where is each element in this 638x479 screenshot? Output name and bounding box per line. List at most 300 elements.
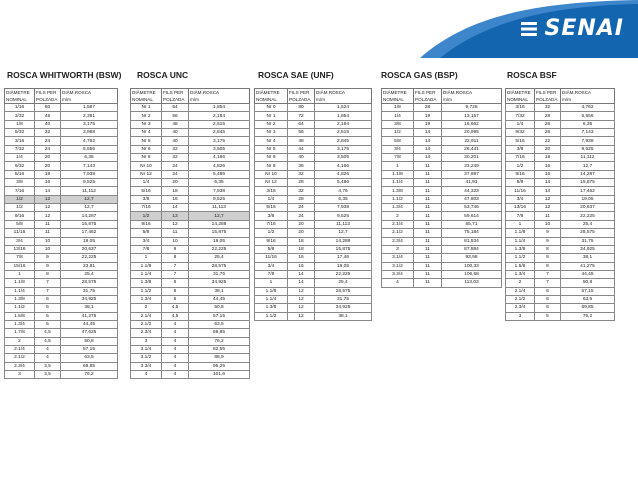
table-row (131, 229, 250, 237)
thread-diameter-mm-cell: 44,45 (561, 270, 615, 278)
table-row (255, 312, 372, 320)
thread-diameter-mm-cell: 12,7 (189, 212, 250, 220)
threads-per-inch-cell: 11 (414, 170, 442, 178)
column-header: DIÂMETRE (131, 89, 162, 97)
nominal-diameter-cell: 3/4 (506, 195, 535, 203)
table-row (5, 120, 118, 128)
table-row (131, 120, 250, 128)
senai-logo-text: SENAI (544, 16, 624, 41)
nominal-diameter-cell: Nr 3 (255, 129, 288, 137)
thread-diameter-mm-cell: 19,05 (61, 237, 118, 245)
thread-diameter-mm-cell: 11,112 (61, 187, 118, 195)
table-row (5, 362, 118, 370)
nominal-diameter-cell: 3/32 (5, 112, 35, 120)
thread-diameter-mm-cell: 63,5 (61, 354, 118, 362)
nominal-diameter-cell: Nr 5 (255, 145, 288, 153)
table-row (506, 120, 615, 128)
nominal-diameter-cell: 5/16 (5, 170, 35, 178)
table-row (5, 112, 118, 120)
nominal-diameter-cell: 5/8 (382, 137, 414, 145)
threads-per-inch-cell: 11 (414, 187, 442, 195)
thread-diameter-mm-cell: 101,6 (189, 371, 250, 379)
threads-per-inch-cell: 5 (162, 295, 189, 303)
threads-per-inch-cell: 12 (535, 204, 561, 212)
table-row (382, 162, 502, 170)
nominal-diameter-cell: 2.3/4 (506, 304, 535, 312)
nominal-diameter-cell: 11/16 (5, 229, 35, 237)
table-row (506, 204, 615, 212)
table-row (506, 295, 615, 303)
nominal-diameter-cell: 2.1/2 (506, 295, 535, 303)
thread-diameter-mm-cell: 38,1 (561, 254, 615, 262)
thread-diameter-mm-cell: 28,575 (561, 229, 615, 237)
table-row (131, 329, 250, 337)
table-row (506, 162, 615, 170)
table-row (131, 279, 250, 287)
column-header: POLZADA (535, 96, 561, 104)
threads-per-inch-cell: 11 (414, 220, 442, 228)
threads-per-inch-cell: 12 (35, 212, 61, 220)
nominal-diameter-cell: Nr 4 (131, 129, 162, 137)
table-row (255, 295, 372, 303)
threads-per-inch-cell: 6 (35, 295, 61, 303)
threads-per-inch-cell: 11 (162, 229, 189, 237)
column-header: m/m (61, 96, 118, 104)
threads-per-inch-cell: 32 (162, 154, 189, 162)
thread-diameter-mm-cell: 31,75 (189, 270, 250, 278)
thread-diameter-mm-cell: 2,845 (189, 129, 250, 137)
thread-diameter-mm-cell: 28,575 (61, 279, 118, 287)
thread-diameter-mm-cell: 50,8 (61, 337, 118, 345)
thread-diameter-mm-cell: 7,143 (561, 129, 615, 137)
thread-diameter-mm-cell: 82,55 (189, 345, 250, 353)
thread-diameter-mm-cell: 50,8 (561, 279, 615, 287)
thread-diameter-mm-cell: 15,875 (561, 179, 615, 187)
table-row (382, 262, 502, 270)
header-row (131, 89, 250, 97)
nominal-diameter-cell: 1.5/8 (5, 312, 35, 320)
thread-diameter-mm-cell: 11,113 (315, 220, 372, 228)
nominal-diameter-cell: 3/4 (131, 237, 162, 245)
nominal-diameter-cell: 1.1/4 (382, 179, 414, 187)
nominal-diameter-cell: 7/8 (255, 270, 288, 278)
nominal-diameter-cell: 3 (382, 245, 414, 253)
threads-per-inch-cell: 24 (288, 204, 315, 212)
threads-per-inch-cell: 48 (35, 112, 61, 120)
column-header: POLZADA (288, 96, 315, 104)
threads-per-inch-cell: 28 (288, 195, 315, 203)
thread-diameter-mm-cell: 3,175 (315, 145, 372, 153)
table-row (382, 220, 502, 228)
threads-per-inch-cell: 4,5 (35, 329, 61, 337)
thread-table-unf (254, 88, 372, 321)
nominal-diameter-cell: Nr 4 (255, 137, 288, 145)
thread-diameter-mm-cell: 38,1 (189, 287, 250, 295)
table-row (382, 145, 502, 153)
thread-diameter-mm-cell: 1,854 (189, 104, 250, 112)
nominal-diameter-cell: 1/8 (382, 104, 414, 112)
threads-per-inch-cell: 5 (35, 320, 61, 328)
thread-diameter-mm-cell: 14,288 (189, 220, 250, 228)
thread-diameter-mm-cell: 1,524 (315, 104, 372, 112)
nominal-diameter-cell: 1.1/2 (382, 195, 414, 203)
table-row (5, 254, 118, 262)
table-row (506, 104, 615, 112)
table-row (131, 145, 250, 153)
thread-diameter-mm-cell: 33,249 (442, 162, 502, 170)
table-row (131, 137, 250, 145)
threads-per-inch-cell: 4 (35, 345, 61, 353)
table-row (131, 362, 250, 370)
threads-per-inch-cell: 10 (35, 237, 61, 245)
threads-per-inch-cell: 11 (535, 212, 561, 220)
threads-per-inch-cell: 8 (535, 245, 561, 253)
thread-diameter-mm-cell: 69,85 (561, 304, 615, 312)
threads-per-inch-cell: 6 (162, 287, 189, 295)
table-row (5, 371, 118, 379)
nominal-diameter-cell: 1.3/4 (382, 204, 414, 212)
thread-diameter-mm-cell: 12,7 (61, 204, 118, 212)
nominal-diameter-cell: 3/8 (255, 212, 288, 220)
nominal-diameter-cell: 3/8 (506, 145, 535, 153)
nominal-diameter-cell: 3/16 (5, 137, 35, 145)
nominal-diameter-cell: 3 (506, 312, 535, 320)
thread-diameter-mm-cell: 25,4 (315, 279, 372, 287)
thread-diameter-mm-cell: 7,938 (61, 170, 118, 178)
table-row (382, 245, 502, 253)
threads-per-inch-cell: 24 (162, 170, 189, 178)
nominal-diameter-cell: 1.1/8 (131, 262, 162, 270)
table-row (131, 354, 250, 362)
threads-per-inch-cell: 40 (288, 154, 315, 162)
thread-diameter-mm-cell: 25,4 (61, 270, 118, 278)
table-row (255, 220, 372, 228)
threads-per-inch-cell: 28 (288, 179, 315, 187)
thread-diameter-mm-cell: 76,2 (61, 371, 118, 379)
thread-diameter-mm-cell: 19,05 (315, 262, 372, 270)
threads-per-inch-cell: 14 (35, 187, 61, 195)
nominal-diameter-cell: 13/16 (506, 204, 535, 212)
table-row (131, 129, 250, 137)
thread-diameter-mm-cell: 93,98 (442, 254, 502, 262)
thread-diameter-mm-cell: 4,166 (315, 162, 372, 170)
threads-per-inch-cell: 19 (414, 120, 442, 128)
threads-per-inch-cell: 32 (535, 104, 561, 112)
table-row (506, 287, 615, 295)
table-title-bsf: ROSCA BSF (507, 70, 557, 80)
column-header: POLZADA (414, 96, 442, 104)
table-row (506, 270, 615, 278)
thread-diameter-mm-cell: 63,5 (561, 295, 615, 303)
nominal-diameter-cell: 3 (5, 371, 35, 379)
thread-diameter-mm-cell: 38,1 (315, 312, 372, 320)
threads-per-inch-cell: 32 (288, 187, 315, 195)
table-row (5, 320, 118, 328)
threads-per-inch-cell: 12 (288, 295, 315, 303)
table-row (131, 162, 250, 170)
header-row (506, 89, 615, 97)
threads-per-inch-cell: 18 (35, 170, 61, 178)
table-row (255, 212, 372, 220)
table-row (131, 245, 250, 253)
thread-diameter-mm-cell: 11,112 (561, 154, 615, 162)
thread-diameter-mm-cell: 34,925 (61, 295, 118, 303)
thread-diameter-mm-cell: 76,2 (561, 312, 615, 320)
nominal-diameter-cell: Nr 1 (255, 112, 288, 120)
column-header: POLZADA (162, 96, 189, 104)
nominal-diameter-cell: 3.1/4 (131, 345, 162, 353)
threads-per-inch-cell: 24 (35, 137, 61, 145)
thread-diameter-mm-cell: 5,556 (61, 145, 118, 153)
nominal-diameter-cell: 1.1/2 (255, 312, 288, 320)
thread-diameter-mm-cell: 44,323 (442, 187, 502, 195)
threads-per-inch-cell: 20 (288, 220, 315, 228)
column-header: DIÂM.ROSCA (561, 89, 615, 97)
table-row (5, 179, 118, 187)
column-header: NOMINAL (506, 96, 535, 104)
table-row (255, 195, 372, 203)
header-row (382, 96, 502, 104)
threads-per-inch-cell: 72 (288, 112, 315, 120)
table-row (131, 304, 250, 312)
nominal-diameter-cell: 1.1/8 (382, 170, 414, 178)
threads-per-inch-cell: 14 (535, 179, 561, 187)
threads-per-inch-cell: 8 (535, 262, 561, 270)
table-row (5, 337, 118, 345)
threads-per-inch-cell: 4 (162, 329, 189, 337)
table-row (506, 220, 615, 228)
nominal-diameter-cell: 2.3/4 (131, 329, 162, 337)
header-row (382, 89, 502, 97)
thread-diameter-mm-cell: 15,875 (315, 245, 372, 253)
threads-per-inch-cell: 14 (162, 204, 189, 212)
table-row (5, 204, 118, 212)
nominal-diameter-cell: 7/8 (382, 154, 414, 162)
threads-per-inch-cell: 6 (35, 304, 61, 312)
threads-per-inch-cell: 12 (288, 287, 315, 295)
table-row (506, 312, 615, 320)
threads-per-inch-cell: 26 (535, 129, 561, 137)
nominal-diameter-cell: 11/16 (506, 187, 535, 195)
threads-per-inch-cell: 6 (535, 287, 561, 295)
thread-table-bsp (381, 88, 502, 288)
table-row (131, 212, 250, 220)
nominal-diameter-cell: 2 (382, 212, 414, 220)
column-header: FILS PER (288, 89, 315, 97)
threads-per-inch-cell: 4,5 (162, 312, 189, 320)
nominal-diameter-cell: 3/4 (255, 262, 288, 270)
thread-diameter-mm-cell: 6,35 (561, 120, 615, 128)
table-row (131, 371, 250, 379)
nominal-diameter-cell: 1/4 (255, 195, 288, 203)
nominal-diameter-cell: 5/8 (506, 179, 535, 187)
table-row (131, 179, 250, 187)
threads-per-inch-cell: 26 (535, 120, 561, 128)
thread-diameter-mm-cell: 76,2 (189, 337, 250, 345)
thread-diameter-mm-cell: 22,225 (189, 245, 250, 253)
thread-diameter-mm-cell: 25,4 (561, 220, 615, 228)
thread-diameter-mm-cell: 3,505 (315, 154, 372, 162)
nominal-diameter-cell: 1.1/4 (255, 295, 288, 303)
threads-per-inch-cell: 11 (414, 237, 442, 245)
thread-diameter-mm-cell: 100,33 (442, 262, 502, 270)
threads-per-inch-cell: 4,5 (162, 304, 189, 312)
nominal-diameter-cell: 9/32 (506, 129, 535, 137)
thread-diameter-mm-cell: 44,45 (189, 295, 250, 303)
threads-per-inch-cell: 6 (162, 279, 189, 287)
threads-per-inch-cell: 8 (162, 254, 189, 262)
table-row (131, 170, 250, 178)
threads-per-inch-cell: 28 (535, 112, 561, 120)
thread-diameter-mm-cell: 12,7 (61, 195, 118, 203)
threads-per-inch-cell: 4 (162, 320, 189, 328)
thread-diameter-mm-cell: 25,4 (189, 254, 250, 262)
nominal-diameter-cell: 1 (382, 162, 414, 170)
column-header: FILS PER (162, 89, 189, 97)
threads-per-inch-cell: 16 (162, 195, 189, 203)
nominal-diameter-cell: 2 (131, 304, 162, 312)
nominal-diameter-cell: 7/32 (5, 145, 35, 153)
senai-logo-mark-icon (519, 19, 539, 39)
table-row (255, 304, 372, 312)
thread-diameter-mm-cell: 22,225 (315, 270, 372, 278)
threads-per-inch-cell: 20 (535, 145, 561, 153)
table-row (382, 170, 502, 178)
threads-per-inch-cell: 9 (162, 245, 189, 253)
table-row (382, 187, 502, 195)
nominal-diameter-cell: 3.3/4 (382, 270, 414, 278)
nominal-diameter-cell: 2 (506, 279, 535, 287)
table-row (5, 312, 118, 320)
thread-diameter-mm-cell: 20,995 (442, 129, 502, 137)
thread-diameter-mm-cell: 3,175 (189, 137, 250, 145)
column-header: DIÂM.ROSCA (61, 89, 118, 97)
thread-diameter-mm-cell: 23,81 (61, 262, 118, 270)
threads-per-inch-cell: 11 (414, 270, 442, 278)
thread-diameter-mm-cell: 47,803 (442, 195, 502, 203)
nominal-diameter-cell: 1.3/8 (382, 187, 414, 195)
threads-per-inch-cell: 11 (414, 195, 442, 203)
thread-diameter-mm-cell: 9,728 (442, 104, 502, 112)
nominal-diameter-cell: Nr 8 (255, 162, 288, 170)
nominal-diameter-cell: 1/2 (131, 212, 162, 220)
table-row (131, 112, 250, 120)
thread-diameter-mm-cell: 28,575 (315, 287, 372, 295)
nominal-diameter-cell: 1/4 (5, 154, 35, 162)
nominal-diameter-cell: 9/32 (5, 162, 35, 170)
nominal-diameter-cell: Nr 5 (131, 137, 162, 145)
threads-per-inch-cell: 16 (35, 179, 61, 187)
nominal-diameter-cell: 2 (5, 337, 35, 345)
thread-diameter-mm-cell: 12,7 (561, 162, 615, 170)
nominal-diameter-cell: 9/16 (506, 170, 535, 178)
thread-diameter-mm-cell: 37,897 (442, 170, 502, 178)
thread-diameter-mm-cell: 2,515 (189, 120, 250, 128)
table-row (5, 295, 118, 303)
thread-diameter-mm-cell: 34,925 (315, 304, 372, 312)
table-row (382, 104, 502, 112)
thread-diameter-mm-cell: 4,166 (189, 154, 250, 162)
table-row (382, 137, 502, 145)
nominal-diameter-cell: 7/16 (506, 154, 535, 162)
header-row (5, 96, 118, 104)
table-row (255, 104, 372, 112)
thread-diameter-mm-cell: 2,515 (315, 129, 372, 137)
nominal-diameter-cell: 3/8 (131, 195, 162, 203)
threads-per-inch-cell: 56 (288, 129, 315, 137)
threads-per-inch-cell: 24 (288, 212, 315, 220)
nominal-diameter-cell: 1.5/8 (506, 262, 535, 270)
threads-per-inch-cell: 14 (414, 145, 442, 153)
table-row (382, 154, 502, 162)
thread-diameter-mm-cell: 4,826 (189, 162, 250, 170)
table-row (131, 312, 250, 320)
threads-per-inch-cell: 9 (35, 254, 61, 262)
nominal-diameter-cell: 1/16 (5, 104, 35, 112)
nominal-diameter-cell: 1 (506, 220, 535, 228)
table-row (255, 179, 372, 187)
table-row (382, 212, 502, 220)
table-row (5, 195, 118, 203)
table-row (506, 279, 615, 287)
table-row (382, 112, 502, 120)
threads-per-inch-cell: 32 (35, 129, 61, 137)
thread-diameter-mm-cell: 2,381 (61, 112, 118, 120)
nominal-diameter-cell: 2.1/4 (506, 287, 535, 295)
nominal-diameter-cell: 1/2 (5, 195, 35, 203)
threads-per-inch-cell: 3,5 (35, 371, 61, 379)
table-row (506, 145, 615, 153)
threads-per-inch-cell: 11 (414, 229, 442, 237)
table-row (382, 195, 502, 203)
threads-per-inch-cell: 18 (535, 154, 561, 162)
nominal-diameter-cell: 1/2 (5, 204, 35, 212)
threads-per-inch-cell: 11 (35, 220, 61, 228)
table-headings (0, 70, 638, 84)
table-row (255, 187, 372, 195)
table-row (382, 229, 502, 237)
threads-per-inch-cell: 10 (162, 237, 189, 245)
table-row (506, 262, 615, 270)
thread-diameter-mm-cell: 15,875 (189, 229, 250, 237)
table-row (506, 137, 615, 145)
threads-per-inch-cell: 11 (414, 254, 442, 262)
nominal-diameter-cell: 1.3/4 (131, 295, 162, 303)
threads-per-inch-cell: 11 (414, 162, 442, 170)
thread-diameter-mm-cell: 30,201 (442, 154, 502, 162)
table-row (506, 304, 615, 312)
table-title-unc: ROSCA UNC (137, 70, 189, 80)
thread-table-unc (130, 88, 250, 379)
threads-per-inch-cell: 32 (162, 145, 189, 153)
thread-diameter-mm-cell: 19,05 (561, 195, 615, 203)
nominal-diameter-cell: 1.3/4 (506, 270, 535, 278)
table-row (5, 104, 118, 112)
threads-per-inch-cell: 10 (535, 220, 561, 228)
thread-diameter-mm-cell: 5,486 (315, 179, 372, 187)
threads-per-inch-cell: 24 (162, 162, 189, 170)
thread-diameter-mm-cell: 5,486 (189, 170, 250, 178)
thread-diameter-mm-cell: 59,614 (442, 212, 502, 220)
nominal-diameter-cell: Nr 2 (255, 120, 288, 128)
nominal-diameter-cell: 13/16 (5, 245, 35, 253)
table-row (5, 237, 118, 245)
column-header: DIÂM.ROSCA (315, 89, 372, 97)
table-row (5, 345, 118, 353)
threads-per-inch-cell: 5 (35, 312, 61, 320)
table-row (5, 187, 118, 195)
table-row (5, 262, 118, 270)
